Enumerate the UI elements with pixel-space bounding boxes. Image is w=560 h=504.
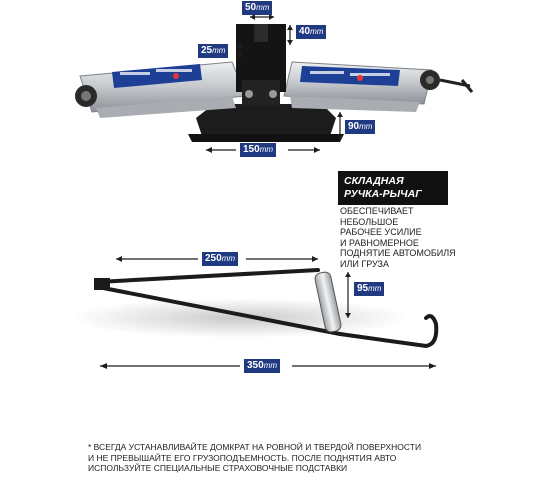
dimension-tag-handle-total [244,359,280,373]
dimension-value: 25 [201,45,213,56]
callout-title-line: РУЧКА-РЫЧАГ [344,188,422,200]
callout-title-line: СКЛАДНАЯ [344,175,404,187]
dimension-tag-top-width [242,1,272,15]
dimension-value: 350 [247,360,264,371]
dimension-unit: mm [212,46,226,55]
dimension-value: 90 [348,121,360,132]
callout-description-line: РАБОЧЕЕ УСИЛИЕ [340,227,422,237]
dimension-unit: mm [263,361,278,370]
safety-footnote [88,442,448,474]
callout-description-line: ИЛИ ГРУЗА [340,258,389,269]
callout-description-line: НЕБОЛЬШОЕ [340,216,399,227]
dimension-tag-handle-grip [354,282,384,296]
dimension-value: 50 [245,2,257,13]
dimension-unit: mm [256,3,270,12]
dimension-tag-base-height [345,120,375,134]
dimension-tag-handle-arm [202,252,238,266]
dimension-value: 95 [357,283,369,294]
dimension-unit: mm [359,122,373,131]
handle-shadow [70,298,410,338]
dimension-tag-top-height [296,25,326,39]
scissor-jack-image [75,24,472,142]
footnote-line: ИСПОЛЬЗУЙТЕ СПЕЦИАЛЬНЫЕ СТРАХОВОЧНЫЕ ПОДСТАВКИ [88,463,348,473]
callout-description-line: ПОДНЯТИЕ АВТОМОБИЛЯ [340,248,456,258]
callout-description-line: И РАВНОМЕРНОЕ [340,237,419,248]
dimension-value: 250 [205,253,222,264]
dimension-unit: mm [221,254,236,263]
footnote-line: И НЕ ПРЕВЫШАЙТЕ ЕГО ГРУЗОПОДЪЕМНОСТЬ. ПОСЛЕ ПОДНЯТИЯ АВТО [88,452,397,463]
dimension-unit: mm [259,145,274,154]
dimension-unit: mm [310,27,324,36]
dimension-tag-slot-depth [198,44,228,58]
callout-description-line: ОБЕСПЕЧИВАЕТ [340,206,414,216]
dimension-value: 40 [299,26,311,37]
footnote-line: * ВСЕГДА УСТАНАВЛИВАЙТЕ ДОМКРАТ НА РОВНОЙ И ТВЕРДОЙ ПОВЕРХНОСТИ [88,442,422,452]
callout-description [340,206,490,269]
dimension-tag-base-width [240,143,276,157]
callout-title [338,171,448,205]
dimension-unit: mm [368,284,382,293]
dimension-value: 150 [243,144,260,155]
